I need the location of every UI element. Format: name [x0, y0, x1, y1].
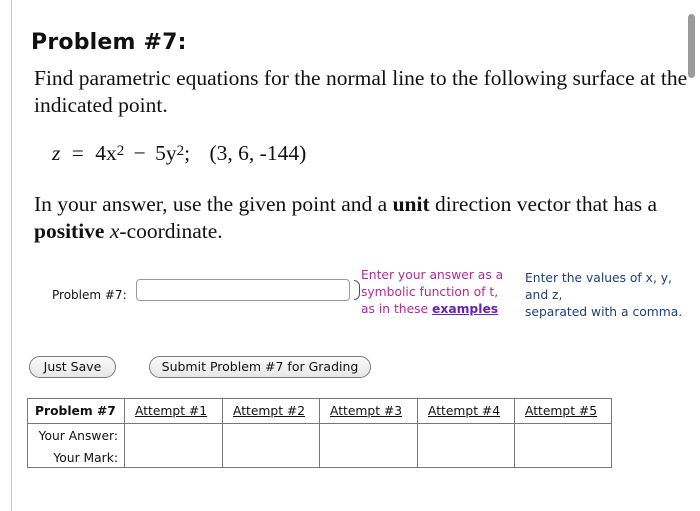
instruction-part2: direction vector that has a — [429, 192, 658, 216]
table-header-problem: Problem #7 — [35, 404, 116, 418]
submit-for-grading-button[interactable]: Submit Problem #7 for Grading — [149, 356, 371, 378]
equation-semicolon: ; — [184, 141, 191, 165]
page-left-border — [11, 0, 12, 511]
hint-line-1: Enter your answer as a — [361, 268, 504, 282]
attempt-2-header: Attempt #2 — [233, 404, 306, 418]
attempt-1-header: Attempt #1 — [135, 404, 208, 418]
table-label-column — [28, 399, 125, 467]
attempts-table — [27, 398, 612, 468]
answer-input[interactable] — [136, 279, 350, 301]
equation-exponent1: 2 — [116, 143, 125, 159]
note-line-3: separated with a comma. — [525, 305, 683, 319]
attempt-4-header: Attempt #4 — [428, 404, 501, 418]
equation-term2: 5y — [155, 141, 177, 165]
indicated-point: (3, 6, -144) — [209, 141, 307, 165]
instruction-x: x — [109, 219, 120, 243]
instruction-part4: -coordinate. — [119, 219, 223, 243]
row-label-your-mark: Your Mark: — [53, 451, 118, 465]
equation-minus: − — [133, 141, 146, 165]
hint-line-3-prefix: as in these — [361, 302, 433, 316]
problem-prompt: Find parametric equations for the normal line to the following surface at the indicated point. — [34, 66, 688, 117]
hint-line-2: symbolic function of t, — [361, 285, 499, 299]
row-label-your-answer: Your Answer: — [38, 429, 118, 443]
equation-lhs: z — [52, 141, 61, 165]
attempt-column-5 — [515, 399, 611, 467]
attempt-column-2 — [223, 399, 320, 467]
just-save-button[interactable]: Just Save — [29, 356, 116, 378]
hint-bracket — [354, 280, 360, 300]
instruction-part1: In your answer, use the given point and a — [34, 192, 393, 216]
equation-term1: 4x — [95, 141, 117, 165]
answer-values-note — [525, 270, 682, 321]
answer-instruction — [34, 191, 694, 245]
problem-title: Problem #7: — [31, 30, 187, 55]
equation-exponent2: 2 — [176, 143, 185, 159]
note-line-1: Enter the values of x, y, — [525, 271, 672, 285]
answer-label: Problem #7: — [52, 288, 127, 302]
hint-line-3 — [361, 301, 503, 318]
attempt-5-header: Attempt #5 — [525, 404, 598, 418]
note-line-2: and z, — [525, 288, 563, 302]
examples-link[interactable]: examples — [432, 302, 499, 316]
attempt-3-header: Attempt #3 — [330, 404, 403, 418]
attempt-column-1 — [125, 399, 223, 467]
answer-format-hint — [361, 267, 503, 318]
instruction-positive: positive — [34, 219, 105, 243]
attempt-column-4 — [418, 399, 515, 467]
equation-equals: = — [71, 141, 84, 165]
instruction-unit: unit — [392, 192, 430, 216]
surface-equation — [52, 140, 306, 167]
attempt-column-3 — [320, 399, 418, 467]
